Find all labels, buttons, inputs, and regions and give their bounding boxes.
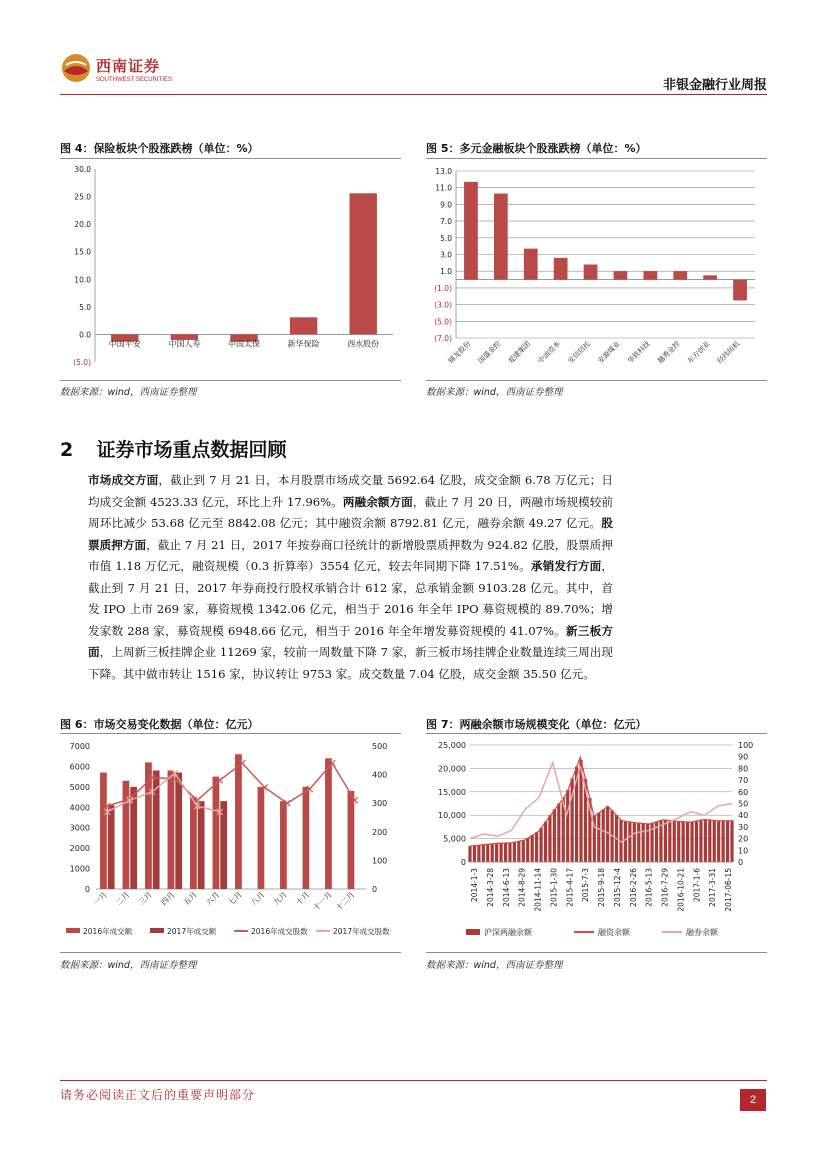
x-tick-label: 中油资本 xyxy=(536,339,563,366)
y-tick-label: 20.0 xyxy=(74,220,91,230)
bar xyxy=(280,801,287,889)
y-tick-label: 13.0 xyxy=(435,167,452,176)
fig4-source: 数据来源：wind，西南证券整理 xyxy=(60,387,197,398)
area-bar xyxy=(566,790,569,862)
report-type: 非银金融行业周报 xyxy=(662,78,767,93)
section-number: 2 xyxy=(60,439,74,461)
area-bar xyxy=(495,843,498,862)
x-tick-label: 2015-4-17 xyxy=(565,868,575,907)
x-tick-label: 2014-3-28 xyxy=(485,868,495,907)
area-bar xyxy=(722,820,725,862)
x-tick-label: 十月 xyxy=(294,890,312,908)
x-tick-label: 十一月 xyxy=(311,890,334,913)
bar xyxy=(703,275,717,279)
y-tick-label: (5.0) xyxy=(434,317,452,327)
area-bar xyxy=(642,823,645,862)
fig7-source-rule xyxy=(426,952,767,953)
legend-label: 融资余额 xyxy=(598,928,630,937)
fig7-title: 图 7：两融余额市场规模变化（单位：亿元） xyxy=(426,718,647,731)
paragraph-keyword: 市场成交方面 xyxy=(88,473,159,487)
area-bar xyxy=(553,809,556,862)
fig4-title: 图 4：保险板块个股涨跌榜（单位：%） xyxy=(60,142,259,155)
paragraph-keyword: 股票质押方面 xyxy=(88,516,613,552)
logo xyxy=(60,51,180,85)
area-bar xyxy=(499,843,502,862)
y-tick-label: 15,000 xyxy=(438,787,466,797)
y-tick-label: 9.0 xyxy=(440,200,452,210)
x-tick-label: 2016-5-13 xyxy=(644,868,654,907)
area-bar xyxy=(597,813,600,862)
legend-swatch xyxy=(466,929,480,935)
x-tick-label: 国盛金控 xyxy=(476,339,503,366)
footer-rule xyxy=(60,1080,767,1081)
y2-tick-label: 100 xyxy=(372,856,388,866)
legend-swatch xyxy=(150,928,164,933)
fig6-chart xyxy=(60,736,401,948)
fig4-title-rule xyxy=(60,158,401,159)
bar xyxy=(290,317,317,334)
x-tick-label: 中国平安 xyxy=(108,339,141,349)
x-tick-label: 2015-9-18 xyxy=(597,868,606,907)
fig5-title: 图 5：多元金融板块个股涨跌榜（单位：%） xyxy=(426,142,647,155)
area-bar xyxy=(624,821,627,862)
paragraph-keyword: 两融余额方面 xyxy=(342,494,413,509)
header-rule xyxy=(60,94,767,95)
x-tick-label: 中国人寿 xyxy=(168,339,201,349)
y2-tick-label: 0 xyxy=(738,858,744,867)
y2-tick-label: 90 xyxy=(738,752,749,762)
y-tick-label: 25,000 xyxy=(438,741,466,750)
y2-tick-label: 40 xyxy=(738,811,749,821)
y-tick-label: 5.0 xyxy=(440,233,452,243)
area-bar xyxy=(544,822,547,862)
area-bar xyxy=(690,821,693,862)
fig5-chart xyxy=(426,163,767,378)
x-tick-label: 越秀金控 xyxy=(656,339,682,366)
x-tick-label: 安源煤业 xyxy=(596,339,622,366)
bar xyxy=(175,773,182,889)
y-tick-label: 0 xyxy=(460,858,466,867)
x-tick-label: 十二月 xyxy=(333,890,357,913)
x-tick-label: 2014-8-29 xyxy=(517,868,527,907)
y-tick-label: 5.0 xyxy=(79,302,91,312)
x-tick-label: 新华保险 xyxy=(287,339,320,349)
legend-label: 2017年成交股数 xyxy=(333,927,390,936)
area-bar xyxy=(491,844,494,862)
y-tick-label: 7.0 xyxy=(440,217,452,227)
x-tick-label: 七月 xyxy=(226,890,244,908)
section-paragraph xyxy=(88,470,613,685)
x-tick-label: 2017-06-15 xyxy=(724,868,733,912)
paragraph-keyword: 新三板方面 xyxy=(88,623,613,659)
area-bar xyxy=(637,823,640,862)
paragraph-text: ，截止到 7 月 21 日，2017 年券商投行股权承销合计 612 家，总承销金额 9103.28 亿元。其中，首发 IPO 上市 269 家，募资规模 1342.06 亿元，相当于 2016 年全年 IPO 募资规模的 89.70%；增发家数 288 家，募资规模 6948.66 亿元，相当于 2016 年全年增发募资规模的 41.07%。 xyxy=(88,559,613,638)
logo-mark xyxy=(60,51,180,85)
bar xyxy=(733,280,747,301)
y-tick-label: (7.0) xyxy=(434,334,452,343)
y-tick-label: 25.0 xyxy=(74,192,91,202)
area-bar xyxy=(482,845,485,862)
area-bar xyxy=(686,822,689,862)
bar xyxy=(220,801,227,889)
area-bar xyxy=(486,844,489,862)
x-tick-label: 华铁科技 xyxy=(626,339,652,366)
area-bar xyxy=(531,835,534,862)
area-bar xyxy=(730,820,733,862)
bar xyxy=(348,791,355,889)
area-bar xyxy=(539,828,542,862)
x-tick-label: 2015-7-3 xyxy=(581,868,591,903)
fig4-source-rule xyxy=(60,380,401,381)
bar xyxy=(258,787,265,889)
area-bar xyxy=(713,820,716,862)
y2-tick-label: 80 xyxy=(738,764,749,774)
y2-tick-label: 500 xyxy=(372,742,388,751)
bar xyxy=(614,271,628,279)
bar xyxy=(524,249,538,280)
x-tick-label: 2015-1-30 xyxy=(549,868,559,907)
area-bar xyxy=(548,815,551,862)
y2-tick-label: 200 xyxy=(372,827,388,837)
legend-label: 融券余额 xyxy=(686,928,718,937)
area-bar xyxy=(513,842,516,862)
fig6-source: 数据来源：wind，西南证券整理 xyxy=(60,960,197,971)
area-bar xyxy=(526,838,529,862)
x-tick-label: 四月 xyxy=(159,890,177,908)
y-tick-label: 1.0 xyxy=(440,267,452,277)
paragraph-text: ，截止 7 月 21 日，2017 年按券商口径统计的新增股票质押数为 924.82 亿股，股票质押市值 1.18 万亿元，融资规模（0.3 折算率）3554 亿元，较去年同期下降 17.51%。 xyxy=(88,537,613,573)
section-title: 证券市场重点数据回顾 xyxy=(96,439,287,461)
bar xyxy=(235,754,242,889)
fig6-title-rule xyxy=(60,733,401,734)
bar xyxy=(554,258,568,280)
y-tick-label: 5,000 xyxy=(443,834,466,844)
y-tick-label: 0 xyxy=(84,885,90,894)
y-tick-label: 7000 xyxy=(69,742,90,751)
y2-tick-label: 20 xyxy=(738,834,749,844)
y-tick-label: 5000 xyxy=(69,782,90,792)
fig6-source-rule xyxy=(60,952,401,953)
bar xyxy=(303,787,310,889)
area-bar xyxy=(664,820,667,862)
page-number: 2 xyxy=(740,1089,766,1111)
bar xyxy=(108,805,115,889)
y2-tick-label: 10 xyxy=(738,846,749,856)
x-tick-label: 2017-1-6 xyxy=(692,868,702,903)
series-line xyxy=(107,763,355,806)
area-bar xyxy=(522,840,525,862)
x-tick-label: 中国太保 xyxy=(228,339,260,349)
x-tick-label: 五月 xyxy=(181,890,199,908)
area-bar xyxy=(557,803,560,862)
area-bar xyxy=(677,821,680,862)
area-bar xyxy=(628,821,631,862)
area-bar xyxy=(473,846,476,862)
bar xyxy=(213,777,220,889)
area-bar xyxy=(704,819,707,862)
y-tick-label: 2000 xyxy=(69,844,90,854)
legend-label: 沪深两融余额 xyxy=(484,928,532,937)
x-tick-label: 2014-6-13 xyxy=(501,868,511,907)
paragraph-text: ，上周新三板挂牌企业 11269 家，较前一周数量下降 7 家，新三板市场挂牌企业数量连续三周出现下降。其中做市转让 1516 家，协议转让 9753 家。成交数量 7.04 亿股，成交金额 35.50 亿元。 xyxy=(88,645,613,681)
area-bar xyxy=(646,823,649,862)
y2-tick-label: 100 xyxy=(738,741,754,750)
legend-label: 2016年成交股数 xyxy=(251,927,308,936)
y-tick-label: (5.0) xyxy=(73,358,91,367)
x-tick-label: 八月 xyxy=(249,890,267,908)
x-tick-label: 2015-12-4 xyxy=(612,868,622,907)
y2-tick-label: 50 xyxy=(738,799,749,809)
footer-note: 请务必阅读正文后的重要声明部分 xyxy=(60,1088,256,1102)
y2-tick-label: 400 xyxy=(372,770,388,780)
y-tick-label: 0.0 xyxy=(79,330,91,340)
bar xyxy=(168,771,175,889)
x-tick-label: 安信信托 xyxy=(566,339,592,366)
y-tick-label: 30.0 xyxy=(74,165,91,174)
y-tick-label: 11.0 xyxy=(435,183,452,193)
y-tick-label: 3000 xyxy=(69,823,90,833)
bar xyxy=(325,758,332,889)
bar xyxy=(198,801,205,889)
y-tick-label: (3.0) xyxy=(434,300,452,310)
area-bar xyxy=(468,846,471,862)
area-bar xyxy=(695,821,698,862)
bar xyxy=(349,193,376,334)
area-bar xyxy=(699,820,702,862)
x-tick-label: 经纬纺机 xyxy=(716,339,742,366)
area-bar xyxy=(517,841,520,862)
bar xyxy=(494,194,508,280)
y-tick-label: 20,000 xyxy=(438,764,466,774)
x-tick-label: 九月 xyxy=(271,890,289,908)
x-tick-label: 2017-3-31 xyxy=(708,868,718,907)
legend-label: 2017年成交额 xyxy=(167,927,217,936)
y2-tick-label: 60 xyxy=(738,787,749,797)
paragraph-text: ，截止 7 月 20 日，两融市场规模较前周环比减少 53.68 亿元至 8842.08 亿元；其中融资余额 8792.81 亿元，融券余额 49.27 亿元。 xyxy=(88,494,613,530)
x-tick-label: 2014-1-3 xyxy=(470,868,479,903)
section-heading xyxy=(60,435,287,462)
y-tick-label: 3.0 xyxy=(440,250,452,260)
y2-tick-label: 30 xyxy=(738,822,749,832)
y2-tick-label: 70 xyxy=(738,776,749,786)
area-bar xyxy=(535,832,538,862)
y-tick-label: 6000 xyxy=(69,762,90,772)
legend-label: 2016年成交额 xyxy=(83,927,133,936)
area-bar xyxy=(602,809,605,862)
area-bar xyxy=(477,845,480,862)
x-tick-label: 东方创业 xyxy=(686,339,712,366)
bar xyxy=(584,265,598,280)
x-tick-label: 三月 xyxy=(136,890,154,908)
y2-tick-label: 0 xyxy=(372,885,378,894)
legend-swatch xyxy=(66,928,80,933)
fig5-source-rule xyxy=(426,380,767,381)
area-bar xyxy=(708,819,711,862)
fig7-source: 数据来源：wind，西南证券整理 xyxy=(426,960,563,971)
x-tick-label: 2016-7-29 xyxy=(660,868,670,907)
x-tick-label: 锦龙股份 xyxy=(446,339,473,366)
x-tick-label: 六月 xyxy=(204,890,222,908)
y-tick-label: 10,000 xyxy=(438,811,466,821)
paragraph-keyword: 承销发行方面 xyxy=(530,559,602,573)
paragraph-text: ，截止到 7 月 21 日，本月股票市场成交量 5692.64 亿股，成交金额 6.78 万亿元；日均成交金额 4523.33 亿元，环比上升 17.96%。 xyxy=(88,473,613,509)
y-tick-label: 10.0 xyxy=(74,275,91,285)
bar xyxy=(190,797,197,889)
bar xyxy=(464,182,478,280)
area-bar xyxy=(668,820,671,862)
fig5-title-rule xyxy=(426,158,767,159)
y-tick-label: 1000 xyxy=(69,864,90,874)
bar xyxy=(100,773,107,889)
area-bar xyxy=(504,843,507,862)
fig4-chart xyxy=(60,163,401,378)
logo-cn: 西南证券 xyxy=(96,57,161,75)
area-bar xyxy=(726,820,729,862)
area-bar xyxy=(633,822,636,862)
bar xyxy=(643,271,657,279)
x-tick-label: 西水股份 xyxy=(347,339,380,349)
y-tick-label: 4000 xyxy=(69,803,90,813)
bar xyxy=(673,271,687,279)
x-tick-label: 2014-11-14 xyxy=(533,868,543,912)
y-tick-label: (1.0) xyxy=(434,283,452,293)
x-tick-label: 一月 xyxy=(91,890,109,908)
fig7-title-rule xyxy=(426,733,767,734)
y-tick-label: 15.0 xyxy=(74,247,91,257)
logo-en: SOUTHWEST SECURITIES xyxy=(96,77,172,83)
x-tick-label: 2016-2-26 xyxy=(628,868,638,907)
fig6-title: 图 6：市场交易变化数据（单位：亿元） xyxy=(60,718,259,731)
area-bar xyxy=(717,820,720,862)
area-bar xyxy=(508,843,511,862)
x-tick-label: 爱建集团 xyxy=(506,339,533,366)
fig5-source: 数据来源：wind，西南证券整理 xyxy=(426,387,563,398)
area-bar xyxy=(682,821,685,862)
x-tick-label: 二月 xyxy=(114,890,132,908)
y2-tick-label: 300 xyxy=(372,799,388,809)
fig7-chart xyxy=(426,736,767,948)
x-tick-label: 2016-10-21 xyxy=(676,868,686,912)
area-bar xyxy=(673,821,676,862)
